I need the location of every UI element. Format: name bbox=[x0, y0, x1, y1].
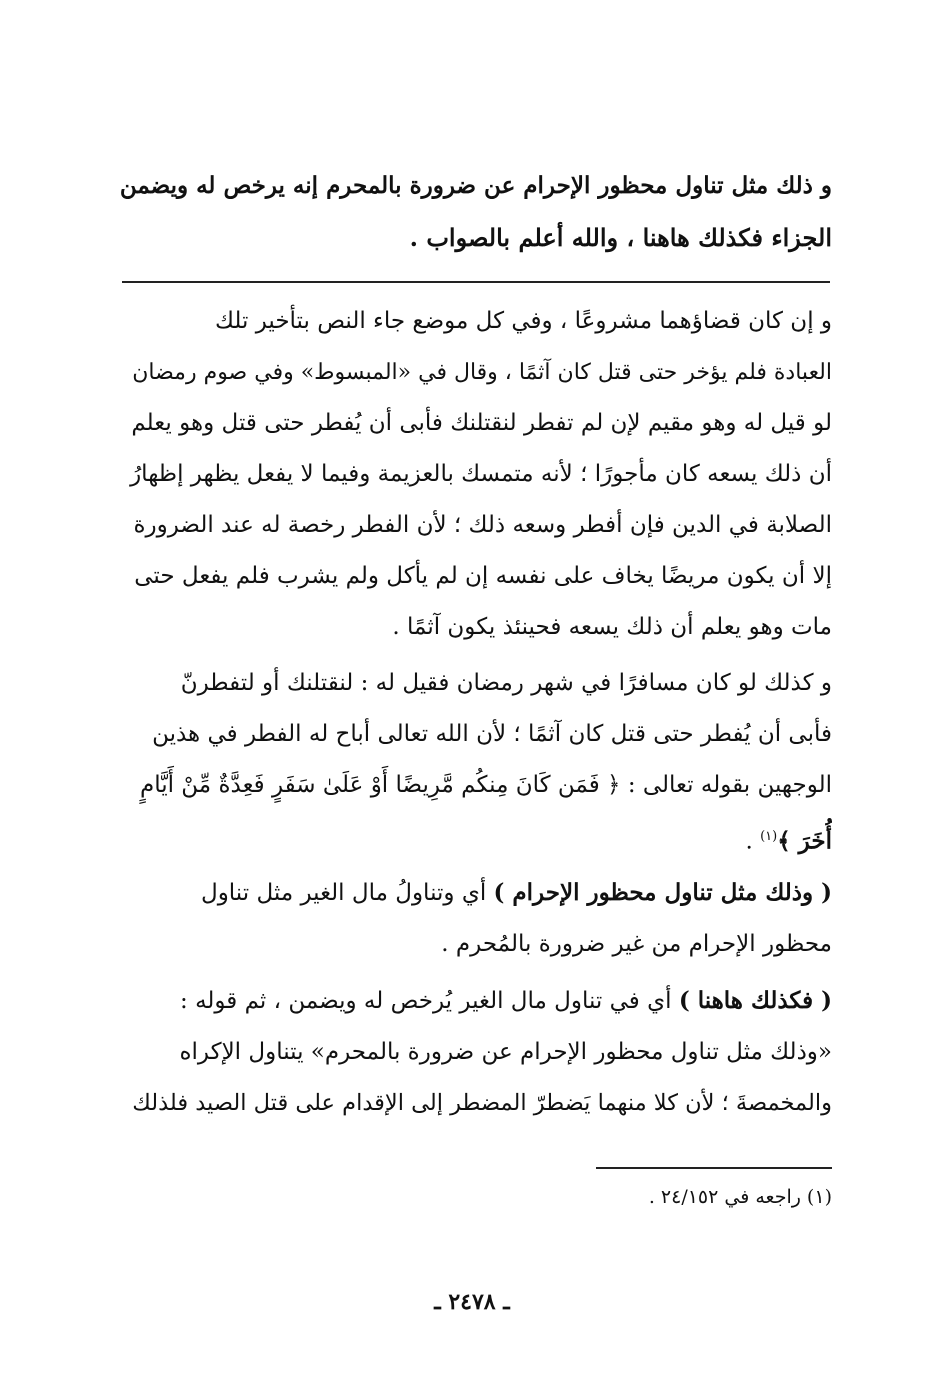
sentence-end: . bbox=[745, 828, 761, 855]
text-line: و كذلك لو كان مسافرًا في شهر رمضان فقيل له : لنقتلنك أو لتفطرنّ bbox=[180, 670, 832, 696]
matn-quote: ( فكذلك هاهنا ) bbox=[678, 987, 832, 1014]
text-line: إلا أن يكون مريضًا يخاف على نفسه إن لم يأكل ولم يشرب فلم يفعل حتى bbox=[134, 563, 832, 589]
text-line: لو قيل له وهو مقيم لإن لم تفطر لنقتلنك فأبى أن يُفطر حتى قتل وهو يعلم bbox=[131, 410, 832, 436]
text-line bbox=[120, 975, 832, 1027]
quran-verse-end: أُخَرَ ﴾ bbox=[777, 827, 832, 855]
text-line: الصلابة في الدين فإن أفطر وسعه ذلك ؛ لأن الفطر رخصة له عند الضرورة bbox=[133, 512, 832, 538]
text-line: فأبى أن يُفطر حتى قتل كان آثمًا ؛ لأن الله تعالى أباح له الفطر في هذين bbox=[152, 721, 832, 747]
commentary-paragraph-2 bbox=[120, 658, 832, 868]
commentary-paragraph-3 bbox=[120, 867, 832, 970]
text-line: والمخمصةَ ؛ لأن كلا منهما يَضطرّ المضطر إلى الإقدام على قتل الصيد فلذلك bbox=[132, 1090, 832, 1116]
text-line: العبادة فلم يؤخر حتى قتل كان آثمًا ، وقال في «المبسوط» وفي صوم رمضان bbox=[132, 360, 832, 385]
text-line bbox=[120, 811, 832, 868]
page-number: ـ ٢٤٧٨ ـ bbox=[434, 1289, 510, 1315]
text-line: و إن كان قضاؤهما مشروعًا ، وفي كل موضع جاء النص بتأخير تلك bbox=[214, 308, 832, 334]
commentary-text: أي في تناول مال الغير يُرخص له ويضمن ، ثم قوله : bbox=[180, 988, 679, 1014]
matn-separator-rule bbox=[122, 281, 830, 283]
text-line: أن ذلك يسعه كان مأجورًا ؛ لأنه متمسك بالعزيمة وفيما لا يفعل يظهر إظهارُ bbox=[130, 461, 832, 487]
text-line: «وذلك مثل تناول محظور الإحرام عن ضرورة بالمحرم» يتناول الإكراه bbox=[179, 1039, 832, 1065]
matn-line: و ذلك مثل تناول محظور الإحرام عن ضرورة بالمحرم إنه يرخص له ويضمن bbox=[120, 172, 832, 199]
footnote: (١) راجعه في ٢٤/١٥٢ . bbox=[648, 1186, 832, 1208]
matn-text bbox=[120, 160, 832, 264]
footnote-separator-rule bbox=[596, 1167, 832, 1169]
text-line: الوجهين بقوله تعالى : ﴿ فَمَن كَانَ مِنكُم مَّرِيضًا أَوْ عَلَىٰ سَفَرٍ فَعِدَّةٌ مِّنْ أَيَّامٍ bbox=[139, 772, 832, 798]
commentary-text: أي وتناولُ مال الغير مثل تناول bbox=[200, 880, 494, 906]
commentary-paragraph-1 bbox=[120, 296, 832, 653]
footnote-marker: (١) bbox=[760, 829, 778, 844]
matn-quote: ( وذلك مثل تناول محظور الإحرام ) bbox=[493, 879, 832, 906]
commentary-paragraph-4 bbox=[120, 975, 832, 1129]
text-line: مات وهو يعلم أن ذلك يسعه فحينئذ يكون آثمًا . bbox=[392, 614, 832, 640]
matn-line: الجزاء فكذلك هاهنا ، والله أعلم بالصواب . bbox=[409, 223, 832, 252]
text-line: محظور الإحرام من غير ضرورة بالمُحرم . bbox=[441, 931, 832, 957]
text-line bbox=[120, 867, 832, 919]
